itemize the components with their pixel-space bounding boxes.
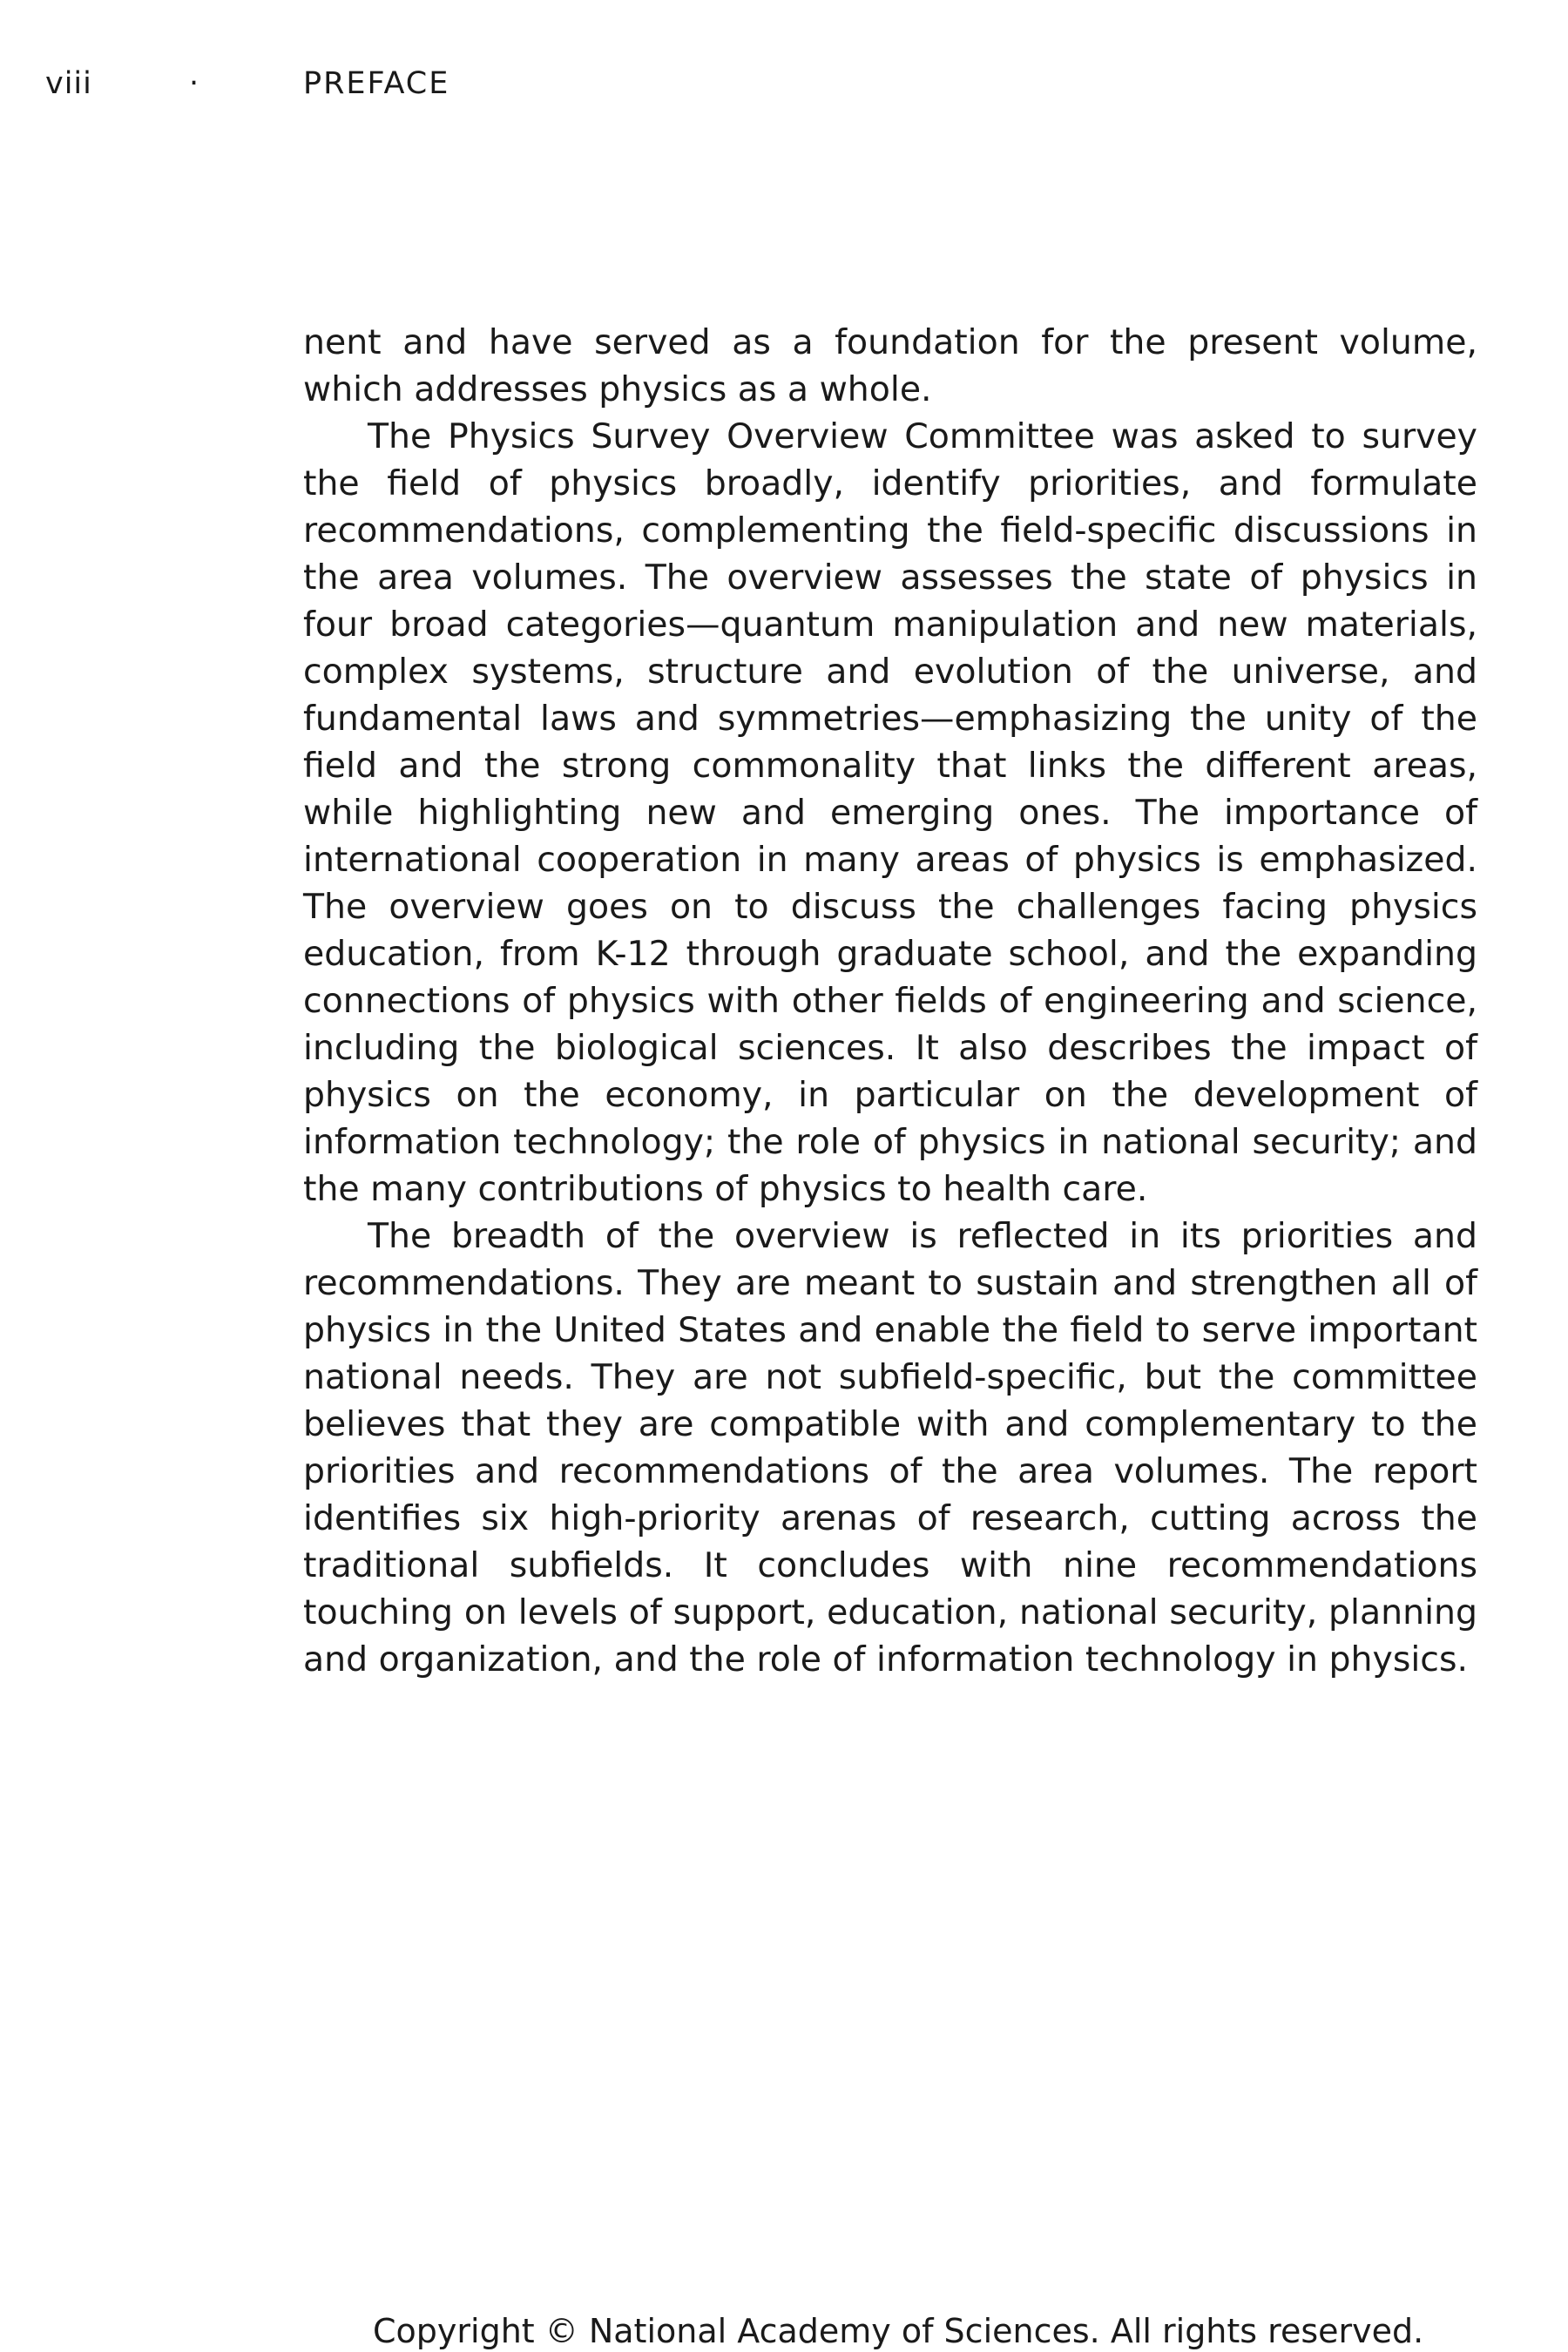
page-footer: [303, 2293, 1477, 2350]
header-separator: ·: [189, 66, 200, 101]
running-title: PREFACE: [303, 66, 450, 101]
paragraph-committee-charge: The Physics Survey Overview Committee was asked to survey the field of physics broadly, identify priorities, and formulate recommendations, complementing the field-specific discussions in the area volumes. The overview assesses the state of physics in four broad categories—quantum manipulation and new materials, complex systems, structure and evolution of the universe, and fundamental laws and symmetries—emphasizing the unity of the field and the strong commonality that links the different areas, while highlighting new and emerging ones. The importance of international cooperation in many areas of physics is emphasized. The overview goes on to discuss the challenges facing physics education, from K-12 through graduate school, and the expanding connections of physics with other fields of engineering and science, including the biological sciences. It also describes the impact of physics on the economy, in particular on the development of information technology; the role of physics in national security; and the many contributions of physics to health care.: [303, 416, 1477, 1209]
page-number: viii: [45, 66, 92, 101]
running-head: [45, 64, 829, 103]
paragraph-continuation: nent and have served as a foundation for the present volume, which addresses physics as a whole.: [303, 322, 1477, 409]
copyright-notice: Copyright © National Academy of Sciences. All rights reserved.: [373, 2312, 1424, 2350]
body-text: [303, 319, 1477, 1683]
paragraph-priorities: The breadth of the overview is reflected in its priorities and recommendations. They are meant to sustain and strengthen all of physics in the United States and enable the field to serve important national needs. They are not subfield-specific, but the committee believes that they are compatible with and complementary to the priorities and recommendations of the area volumes. The report identifies six high-priority arenas of research, cutting across the traditional subfields. It concludes with nine recommendations touching on levels of support, education, national security, planning and organization, and the role of information technology in physics.: [303, 1216, 1477, 1680]
